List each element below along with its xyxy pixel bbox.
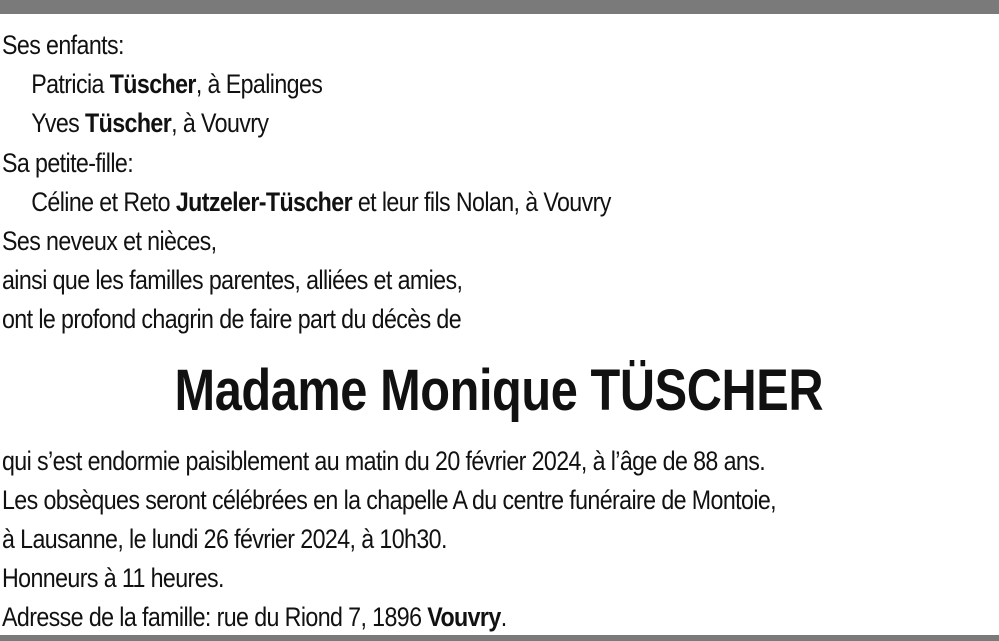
announcement-line: ont le profond chagrin de faire part du décès de (2, 304, 462, 335)
obituary-notice (2, 26, 999, 637)
granddaughter-line (2, 183, 859, 222)
granddaughter-heading: Sa petite-fille: (2, 147, 134, 178)
child-first-name: Yves (31, 108, 80, 139)
death-details: qui s’est endormie paisiblement au matin du 20 février 2024, à l’âge de 88 ans. (2, 445, 766, 476)
family-address (2, 598, 859, 637)
nephews-line: Ses neveux et nièces, (2, 225, 217, 256)
granddaughter-first-names: Céline et Reto (31, 186, 170, 217)
top-rule (0, 0, 999, 14)
deceased-name: Madame Monique TÜSCHER (174, 357, 824, 423)
child-line (2, 65, 859, 104)
child-first-name: Patricia (31, 69, 104, 100)
honours-line: Honneurs à 11 heures. (2, 563, 224, 594)
address-town: Vouvry (427, 602, 501, 633)
granddaughter-last-name: Jutzeler-Tüscher (175, 186, 353, 217)
funeral-line-1: Les obsèques seront célébrées en la chapelle A du centre funéraire de Montoie, (2, 484, 777, 515)
bottom-rule (0, 635, 999, 641)
funeral-line-2: à Lausanne, le lundi 26 février 2024, à 10h30. (2, 523, 447, 554)
granddaughter-rest: et leur fils Nolan, à Vouvry (357, 186, 611, 217)
child-line (2, 104, 859, 143)
child-place: , à Vouvry (171, 108, 269, 139)
address-end: . (500, 602, 507, 633)
children-heading: Ses enfants: (2, 30, 124, 60)
address-prefix: Adresse de la famille: rue du Riond 7, 1896 (2, 602, 422, 633)
child-place: , à Epalinges (195, 69, 323, 100)
child-last-name: Tüscher (109, 69, 196, 100)
families-line: ainsi que les familles parentes, alliées et amies, (2, 265, 463, 296)
child-last-name: Tüscher (85, 108, 172, 139)
